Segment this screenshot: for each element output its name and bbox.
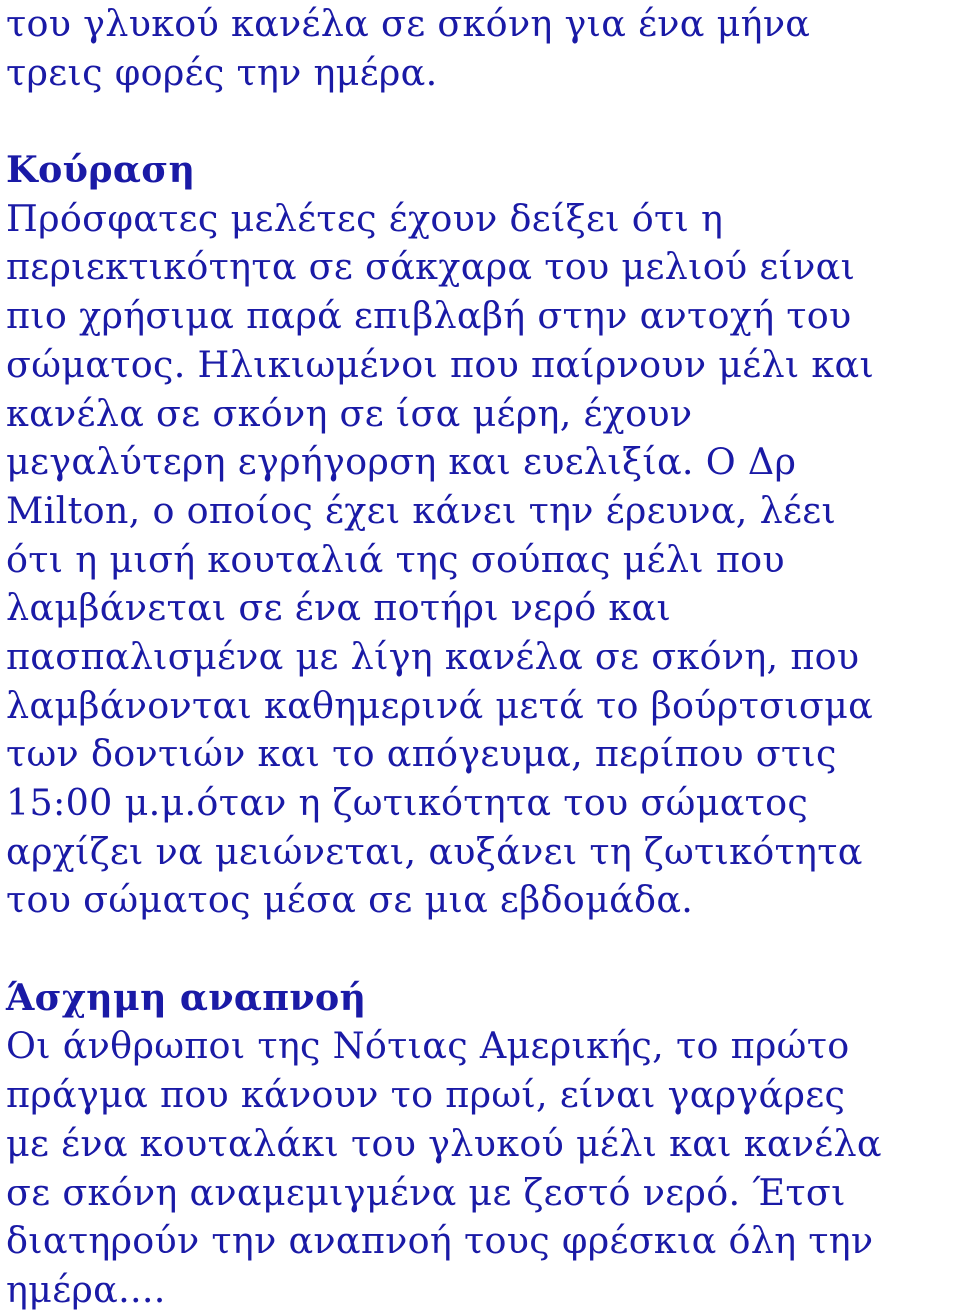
document-page (6, 0, 956, 1315)
text-line: κανέλα σε σκόνη σε ίσα μέρη, έχουν (6, 391, 693, 435)
text-line: λαμβάνονται καθημερινά μετά το βούρτσισμα (6, 683, 874, 727)
section-fatigue (6, 146, 956, 925)
text-line: πιο χρήσιμα παρά επιβλαβή στην αντοχή του (6, 294, 852, 338)
text-line: με ένα κουταλάκι του γλυκού μέλι και κανέλα (6, 1121, 882, 1165)
text-line: του γλυκού κανέλα σε σκόνη για ένα μήνα (6, 2, 811, 45)
text-line: μεγαλύτερη εγρήγορση και ευελιξία. Ο Δρ (6, 440, 797, 484)
text-line: περιεκτικότητα σε σάκχαρα του μελιού είναι (6, 245, 856, 289)
text-line: 15:00 μ.μ.όταν η ζωτικότητα του σώματος (6, 781, 809, 824)
text-line: ημέρα.... (6, 1267, 166, 1311)
text-line: διατηρούν την αναπνοή τους φρέσκια όλη την (6, 1219, 874, 1263)
text-line: σώματος. Ηλικιωμένοι που παίρνουν μέλι και (6, 342, 875, 386)
text-line: λαμβάνεται σε ένα ποτήρι νερό και (6, 586, 672, 630)
paragraph-gap (6, 925, 956, 974)
text-line: των δοντιών και το απόγευμα, περίπου στις (6, 732, 837, 776)
text-line: πασπαλισμένα με λίγη κανέλα σε σκόνη, που (6, 634, 860, 678)
text-line: πράγμα που κάνουν το πρωί, είναι γαργάρες (6, 1073, 846, 1117)
section-heading-fatigue: Κούραση (6, 148, 196, 192)
section-heading-bad-breath: Άσχημη αναπνοή (6, 975, 367, 1019)
section-bad-breath (6, 974, 956, 1315)
intro-paragraph (6, 0, 956, 97)
text-line: Οι άνθρωποι της Νότιας Αμερικής, το πρώτο (6, 1024, 850, 1068)
paragraph-gap (6, 97, 956, 146)
text-line: σε σκόνη αναμεμιγμένα με ζεστό νερό. Έτσι (6, 1170, 846, 1214)
text-line: τρεις φορές την ημέρα. (6, 50, 438, 94)
text-line: ότι η μισή κουταλιά της σούπας μέλι που (6, 537, 785, 581)
text-line: Milton, ο οποίος έχει κάνει την έρευνα, λέει (6, 488, 837, 532)
text-line: αρχίζει να μειώνεται, αυξάνει τη ζωτικότητα (6, 829, 863, 873)
text-line: του σώματος μέσα σε μια εβδομάδα. (6, 878, 694, 922)
text-line: Πρόσφατες μελέτες έχουν δείξει ότι η (6, 196, 724, 240)
